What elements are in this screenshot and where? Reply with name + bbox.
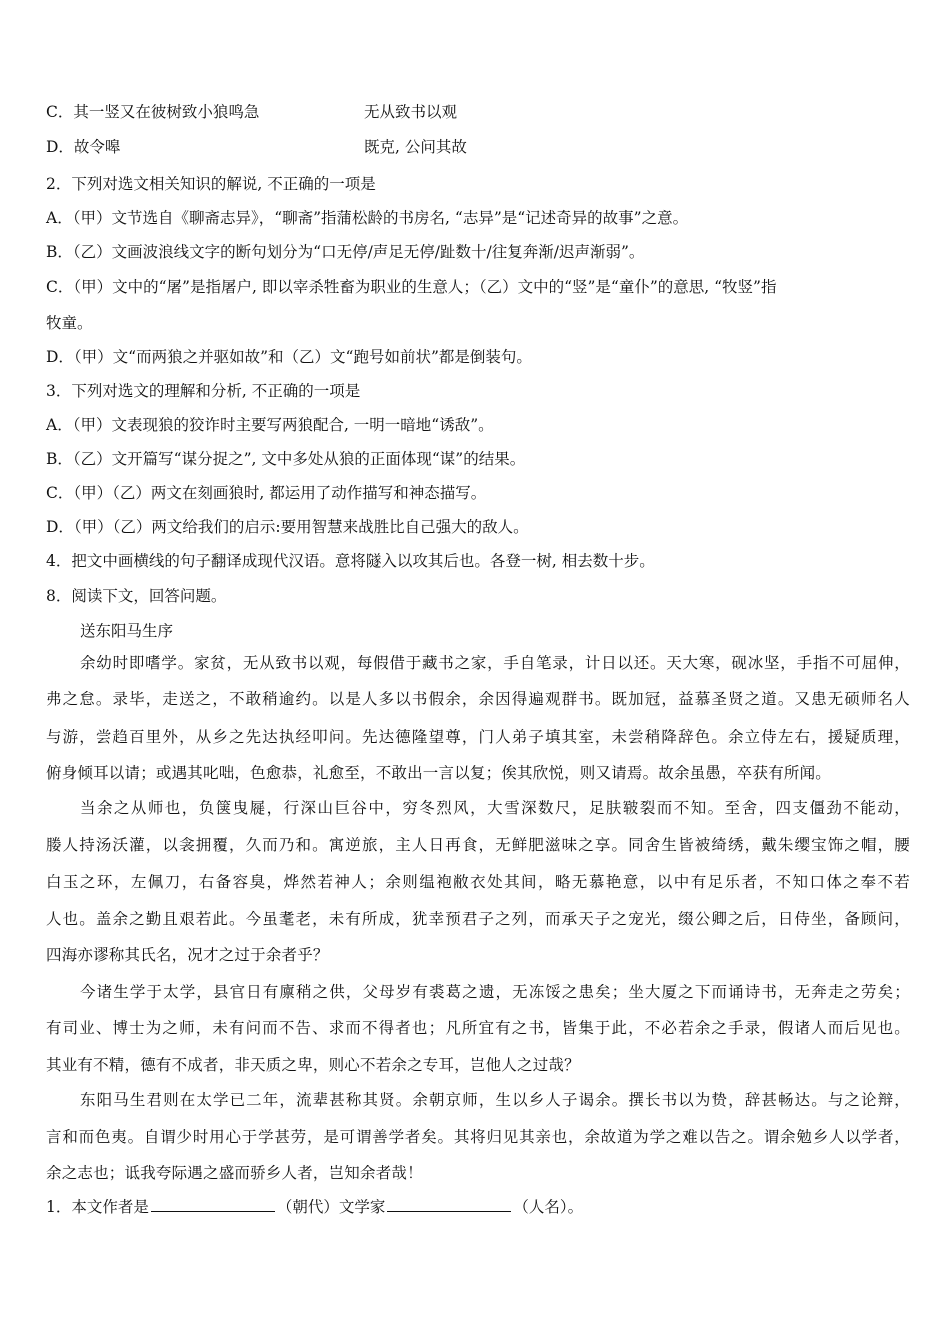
- option-d-left: D．故令嗥: [46, 138, 121, 156]
- passage-p2-line: 四海亦谬称其氏名，况才之过于余者乎？: [46, 946, 329, 964]
- question-1-suffix: （人名）。: [513, 1198, 584, 1216]
- question-2-option-c-cont: 牧童。: [46, 314, 93, 332]
- passage-p4-line: 言和而色夷。自谓少时用心于学甚劳，是可谓善学者矣。其将归见其亲也，余故道为学之难以告之。谓余勉乡人以学者，: [46, 1128, 910, 1146]
- question-3-option-b: B．（乙）文开篇写“谋分捉之”, 文中多处从狼的正面体现“谋”的结果。: [46, 450, 526, 468]
- option-d-right: 既克, 公问其故: [364, 138, 467, 156]
- option-row-c: [46, 102, 910, 122]
- option-row-d: [46, 137, 910, 157]
- passage-p3-line: 今诸生学于太学，县官日有廪稍之供，父母岁有裘葛之遗，无冻馁之患矣；坐大厦之下而诵诗书，无奔走之劳矣；: [80, 983, 910, 1001]
- passage-p1-line: 俯身倾耳以请；或遇其叱咄，色愈恭，礼愈至，不敢出一言以复；俟其欣悦，则又请焉。故余虽愚，卒获有所闻。: [46, 764, 832, 782]
- question-2-stem: 2．下列对选文相关知识的解说, 不正确的一项是: [46, 175, 376, 193]
- passage-p2-line: 当余之从师也，负箧曳屣，行深山巨谷中，穷冬烈风，大雪深数尺，足肤皲裂而不知。至舍，四支僵劲不能动，: [80, 799, 910, 817]
- passage-p4-line: 余之志也；诋我夸际遇之盛而骄乡人者，岂知余者哉！: [46, 1164, 423, 1182]
- question-1-mid: （朝代）文学家: [276, 1198, 386, 1216]
- author-name-blank[interactable]: [387, 1197, 511, 1212]
- dynasty-blank[interactable]: [151, 1197, 275, 1212]
- passage-p1-line: 余幼时即嗜学。家贫，无从致书以观，每假借于藏书之家，手自笔录，计日以还。天大寒，砚冰坚，手指不可屈伸，: [80, 654, 910, 672]
- question-8-heading: 8．阅读下文，回答问题。: [46, 587, 227, 605]
- passage-p3-line: 其业有不精，德有不成者，非天质之卑，则心不若余之专耳，岂他人之过哉？: [46, 1056, 580, 1074]
- question-3-option-a: A．（甲）文表现狼的狡诈时主要写两狼配合, 一明一暗地“诱敌”。: [46, 416, 494, 434]
- passage-p2-line: 白玉之环，左佩刀，右备容臭，烨然若神人；余则缊袍敝衣处其间，略无慕艳意，以中有足乐者，不知口体之奉不若: [46, 873, 910, 891]
- question-2-option-b: B．（乙）文画波浪线文字的断句划分为“口无停/声足无停/趾数十/往复奔渐/迟声渐弱”。: [46, 243, 645, 261]
- option-c-right: 无从致书以观: [364, 103, 458, 121]
- passage-p2-line: 媵人持汤沃灌，以衾拥覆，久而乃和。寓逆旅，主人日再食，无鲜肥滋味之享。同舍生皆被绮绣，戴朱缨宝饰之帽，腰: [46, 836, 910, 854]
- passage-p1-line: 与游，尝趋百里外，从乡之先达执经叩问。先达德隆望尊，门人弟子填其室，未尝稍降辞色。余立侍左右，援疑质理，: [46, 728, 910, 746]
- question-3-stem: 3．下列对选文的理解和分析, 不正确的一项是: [46, 382, 361, 400]
- option-c-left: C．其一竖又在彼树致小狼鸣急: [46, 103, 260, 121]
- question-2-option-a: A．（甲）文节选自《聊斋志异》，“聊斋”指蒲松龄的书房名, “志异”是“记述奇异的故事”之意。: [46, 209, 689, 227]
- question-4: 4．把文中画横线的句子翻译成现代汉语。意将隧入以攻其后也。各登一树, 相去数十步。: [46, 552, 655, 570]
- question-3-option-c: C．（甲）（乙）两文在刻画狼时, 都运用了动作描写和神态描写。: [46, 484, 487, 502]
- question-3-option-d: D．（甲）（乙）两文给我们的启示:要用智慧来战胜比自己强大的敌人。: [46, 518, 529, 536]
- passage-p1-line: 弗之怠。录毕，走送之，不敢稍逾约。以是人多以书假余，余因得遍观群书。既加冠，益慕圣贤之道。又患无硕师名人: [46, 690, 910, 708]
- question-2-option-d: D．（甲）文“而两狼之并驱如故”和（乙）文“跑号如前状”都是倒装句。: [46, 348, 532, 366]
- question-2-option-c: C．（甲）文中的“屠”是指屠户, 即以宰杀牲畜为职业的生意人；（乙）文中的“竖”是“童仆”的意思, “牧竖”指: [46, 278, 777, 296]
- passage-p4-line: 东阳马生君则在太学已二年，流辈甚称其贤。余朝京师，生以乡人子谒余。撰长书以为贽，辞甚畅达。与之论辩，: [80, 1091, 910, 1109]
- question-1: [46, 1197, 910, 1217]
- passage-title: 送东阳马生序: [80, 622, 174, 640]
- passage-p3-line: 有司业、博士为之师，未有问而不告、求而不得者也；凡所宜有之书，皆集于此，不必若余之手录，假诸人而后见也。: [46, 1019, 910, 1037]
- question-1-prefix: 1．本文作者是: [46, 1198, 149, 1216]
- passage-p2-line: 人也。盖余之勤且艰若此。今虽耄老，未有所成，犹幸预君子之列，而承天子之宠光，缀公卿之后，日侍坐，备顾问，: [46, 910, 910, 928]
